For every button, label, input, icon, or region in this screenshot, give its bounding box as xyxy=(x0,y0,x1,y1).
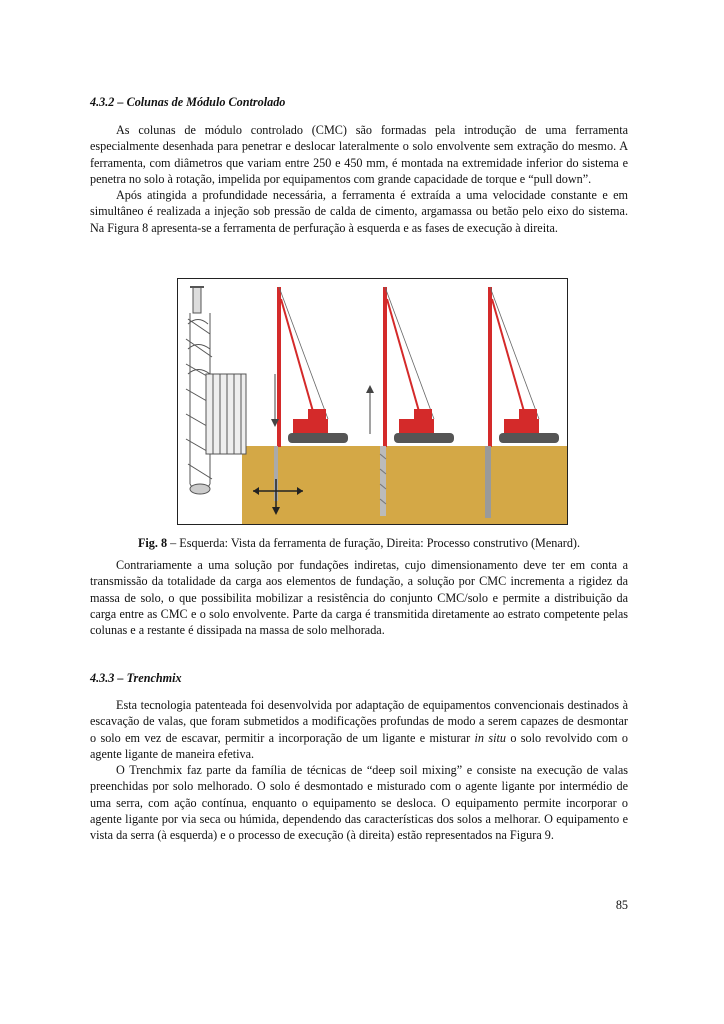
section-body-trenchmix xyxy=(90,697,628,844)
section-body-cmc xyxy=(90,122,628,236)
p1-text-a: Esta tecnologia patenteada foi desenvolvida por adaptação de equipamentos convencionais destinados à escavação de valas, que foram submetidos a modificações profundas de modo a serem capazes de desmontar o solo em vez de escavar, permitir a incorporação de um ligante e misturar xyxy=(90,698,628,745)
paragraph-cmc-2: Após atingida a profundidade necessária, a ferramenta é extraída a uma velocidade constante e em simultâneo é realizada a injeção sob pressão de calda de cimento, argamassa ou betão pelo eixo do sistema. Na Figura 8 apresenta-se a ferramenta de perfuração à esquerda e as fases de execução à direita. xyxy=(90,188,628,235)
figure-8-caption xyxy=(90,536,628,551)
soil-layer xyxy=(242,446,567,524)
figure-8-caption-text: – Esquerda: Vista da ferramenta de furação, Direita: Processo construtivo (Menard). xyxy=(167,536,581,550)
paragraph-trenchmix-1 xyxy=(90,697,628,762)
figure-8 xyxy=(177,278,568,525)
paragraph-trenchmix-2: O Trenchmix faz parte da família de técnicas de “deep soil mixing” e consiste na execução de valas preenchidas por solo melhorado. O solo é desmontado e misturado com o agente ligante por intermédio de uma serra, com ação contínua, enquanto o equipamento se desloca. O equipamento permite incorporar o agente ligante por via seca ou húmida, dependendo das características dos solos a melhorar. O equipamento e vista da serra (à esquerda) e o processo de execução (à direita) estão representados na Figura 9. xyxy=(90,763,628,843)
p1-italic: in situ xyxy=(474,730,506,745)
paragraph-cmc-1: As colunas de módulo controlado (CMC) são formadas pela introdução de uma ferramenta especialmente desenhada para penetrar e deslocar lateralmente o solo envolvente sem extração do mesmo. A ferramenta, com diâmetros que variam entre 250 e 450 mm, é montada na extremidade inferior do sistema e penetra no solo à rotação, impelida por equipamentos com grande capacidade de torque e “pull down”. xyxy=(90,123,628,186)
figure-8-caption-label: Fig. 8 xyxy=(137,536,168,550)
section-body-cmc-after xyxy=(90,557,628,638)
section-heading-trenchmix: 4.3.3 – Trenchmix xyxy=(90,671,182,685)
p1-text-b: o solo revolvido com o agente ligante de maneira efetiva. xyxy=(90,730,629,761)
section-heading-cmc: 4.3.2 – Colunas de Módulo Controlado xyxy=(90,95,286,109)
drilling-tool-drawing xyxy=(186,287,246,494)
page-number: 85 xyxy=(615,898,628,912)
figure-8-illustration xyxy=(178,279,567,524)
paragraph-cmc-3: Contrariamente a uma solução por fundações indiretas, cujo dimensionamento deve ter em conta a transmissão da totalidade da carga aos elementos de fundação, a solução por CMC incrementa a rigidez da massa de solo, o que possibilita mobilizar a resistência do conjunto CMC/solo e permite a distribuição da carga entre as CMC e o solo envolvente. Parte da carga é transmitida diretamente ao estrato competente pelas colunas e a restante é dissipada na massa de solo melhorada. xyxy=(90,558,628,638)
